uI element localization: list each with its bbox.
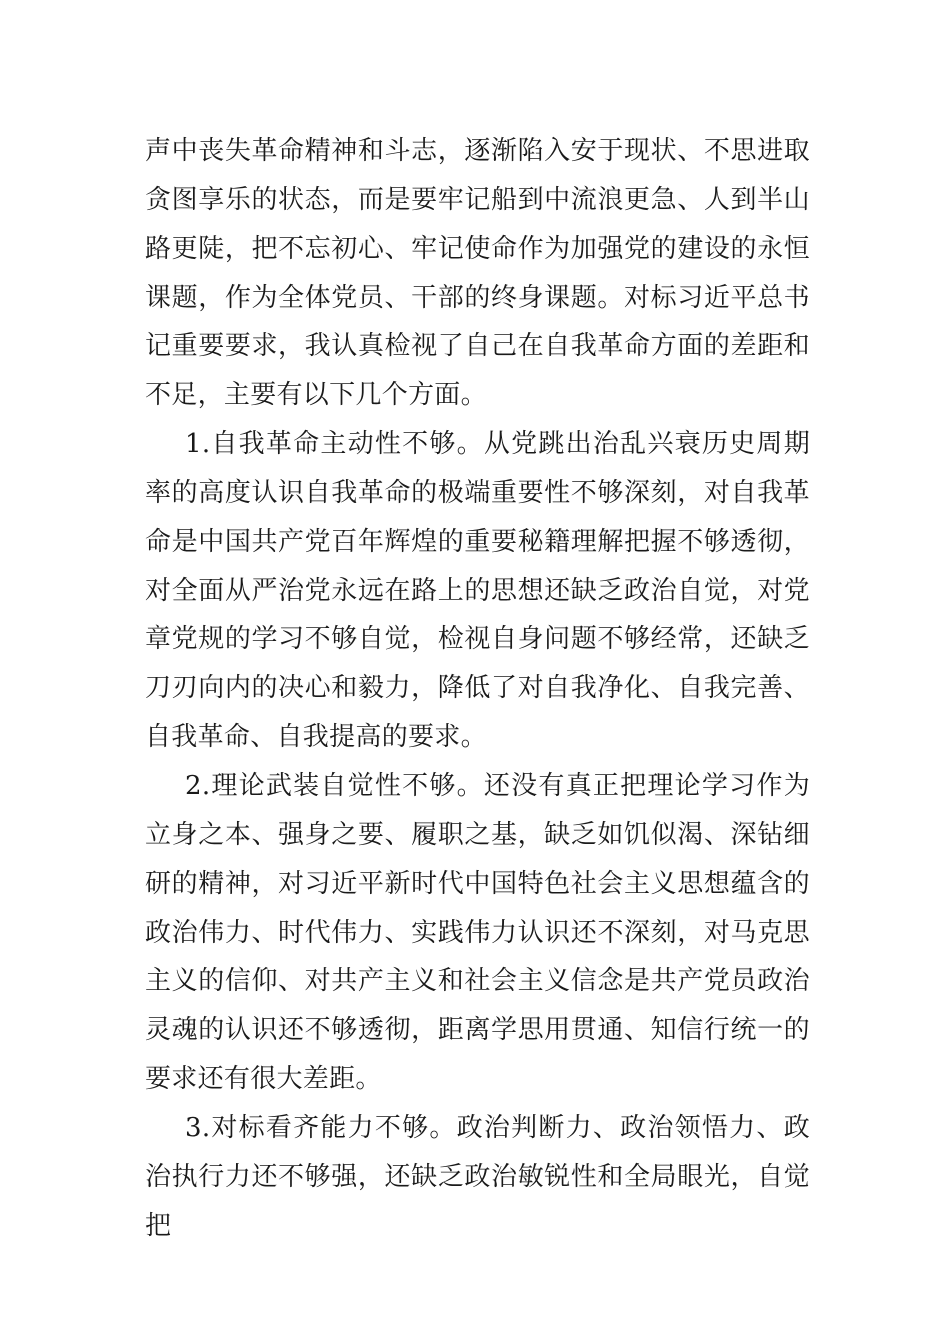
- paragraph-continuation: 声中丧失革命精神和斗志，逐渐陷入安于现状、不思进取贪图享乐的状态，而是要牢记船到中流浪更急、人到半山路更陡，把不忘初心、牢记使命作为加强党的建设的永恒课题，作为全体党员、干部的终身课题。对标习近平总书记重要要求，我认真检视了自己在自我革命方面的差距和不足，主要有以下几个方面。: [145, 136, 810, 411]
- paragraph-item-3: 3.对标看齐能力不够。政治判断力、政治领悟力、政治执行力还不够强，还缺乏政治敏锐性和全局眼光，自觉把: [145, 1112, 810, 1241]
- document-body: [145, 127, 810, 1250]
- paragraph-item-1: 1.自我革命主动性不够。从党跳出治乱兴衰历史周期率的高度认识自我革命的极端重要性不够深刻，对自我革命是中国共产党百年辉煌的重要秘籍理解把握不够透彻，对全面从严治党永远在路上的思想还缺乏政治自觉，对党章党规的学习不够自觉，检视自身问题不够经常，还缺乏刀刃向内的决心和毅力，降低了对自我净化、自我完善、自我革命、自我提高的要求。: [145, 429, 810, 753]
- paragraph-item-2: 2.理论武装自觉性不够。还没有真正把理论学习作为立身之本、强身之要、履职之基，缺乏如饥似渴、深钻细研的精神，对习近平新时代中国特色社会主义思想蕴含的政治伟力、时代伟力、实践伟力认识还不深刻，对马克思主义的信仰、对共产主义和社会主义信念是共产党员政治灵魂的认识还不够透彻，距离学思用贯通、知信行统一的要求还有很大差距。: [145, 770, 810, 1095]
